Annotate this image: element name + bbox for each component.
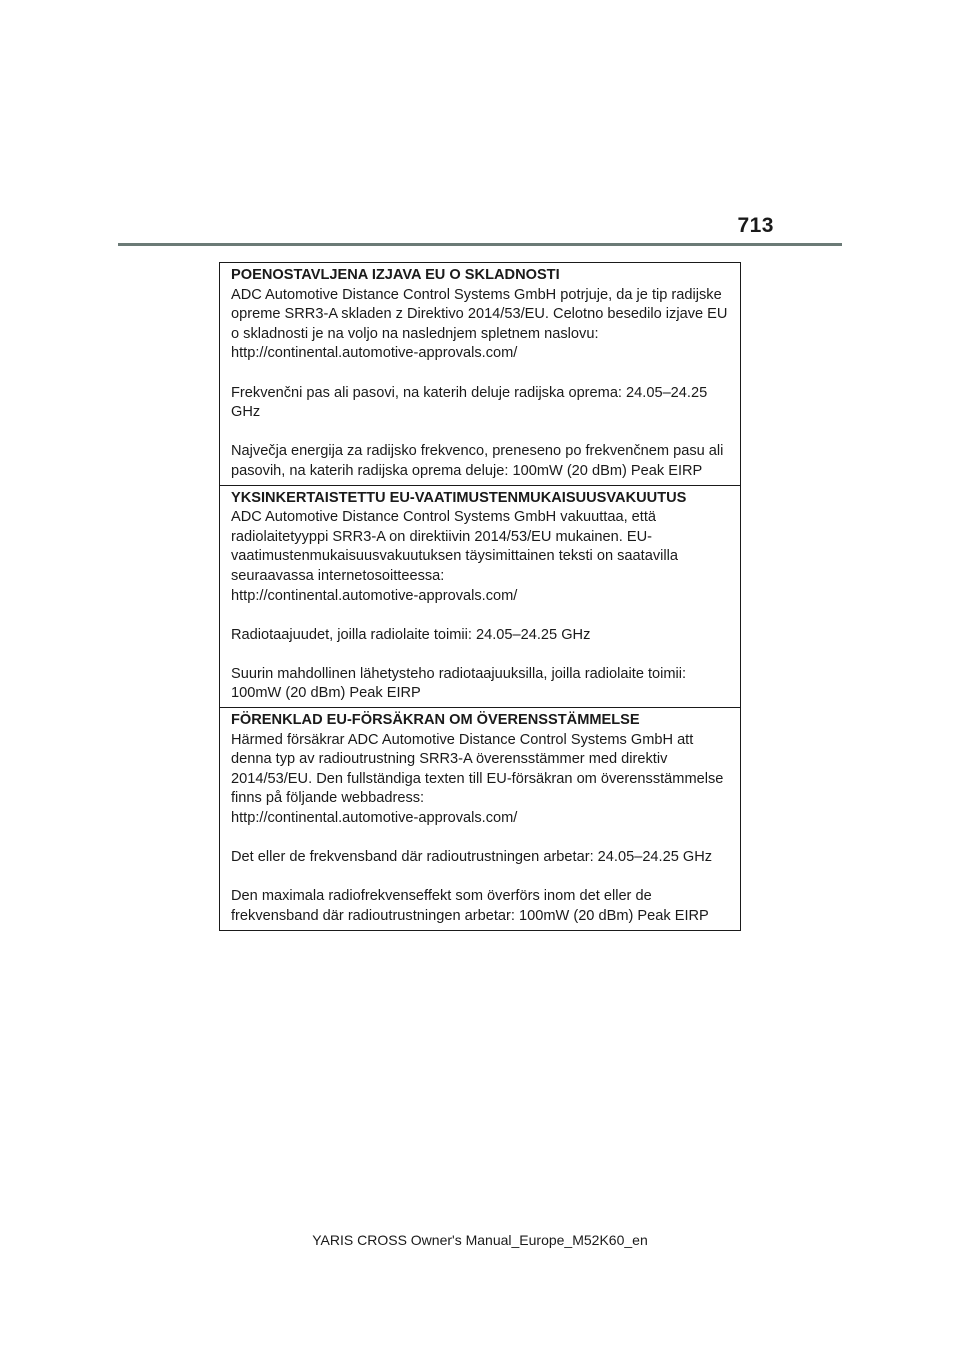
manual-footer: YARIS CROSS Owner's Manual_Europe_M52K60_en [312, 1232, 648, 1248]
declaration-title: YKSINKERTAISTETTU EU-VAATIMUSTENMUKAISUUSVAKUUTUS [231, 489, 687, 506]
declaration-statement: ADC Automotive Distance Control Systems GmbH vakuuttaa, että radiolaitetyyppi SRR3-A on direktiivin 2014/53/EU mukainen. EU-vaatimustenmukaisuusvakuutuksen täysimittainen teksti on saatavilla seuraavassa internetosoitteessa: [231, 509, 678, 584]
declaration-title: POENOSTAVLJENA IZJAVA EU O SKLADNOSTI [231, 267, 560, 283]
frequency-band: Radiotaajuudet, joilla radiolaite toimii: 24.05–24.25 GHz [231, 626, 591, 643]
declaration-finnish [220, 485, 740, 708]
frequency-band: Det eller de frekvensband där radioutrustningen arbetar: 24.05–24.25 GHz [231, 849, 713, 866]
declaration-url: http://continental.automotive-approvals.com/ [231, 810, 518, 827]
declarations-box [219, 262, 741, 931]
declaration-statement: ADC Automotive Distance Control Systems GmbH potrjuje, da je tip radijske opreme SRR3-A skladen z Direktivo 2014/53/EU. Celotno besedilo izjave EU o skladnosti je na voljo na naslednjem spletnem naslovu: [231, 286, 728, 342]
maximum-power: Den maximala radiofrekvenseffekt som överförs inom det eller de frekvensband där radioutrustningen arbetar: 100mW (20 dBm) Peak EIRP [231, 888, 709, 924]
maximum-power: Največja energija za radijsko frekvenco, preneseno po frekvenčnem pasu ali pasovih, na katerih radijska oprema deluje: 100mW (20 dBm) Peak EIRP [231, 443, 724, 479]
page-number: 713 [737, 214, 774, 237]
header-rule [118, 243, 842, 246]
declaration-slovenian [220, 263, 740, 485]
declaration-url: http://continental.automotive-approvals.com/ [231, 345, 518, 362]
maximum-power: Suurin mahdollinen lähetysteho radiotaajuuksilla, joilla radiolaite toimii: 100mW (20 dBm) Peak EIRP [231, 665, 687, 702]
declaration-title: FÖRENKLAD EU-FÖRSÄKRAN OM ÖVERENSSTÄMMELSE [231, 712, 640, 729]
declaration-swedish [220, 707, 740, 930]
frequency-band: Frekvenčni pas ali pasovi, na katerih deluje radijska oprema: 24.05–24.25 GHz [231, 384, 708, 421]
declaration-url: http://continental.automotive-approvals.com/ [231, 587, 518, 604]
declaration-statement: Härmed försäkrar ADC Automotive Distance Control Systems GmbH att denna typ av radioutrustning SRR3-A överensstämmer med direktiv 2014/53/EU. Den fullständiga texten till EU-försäkran om överensstämmelse finns på följande webbadress: [231, 731, 724, 807]
